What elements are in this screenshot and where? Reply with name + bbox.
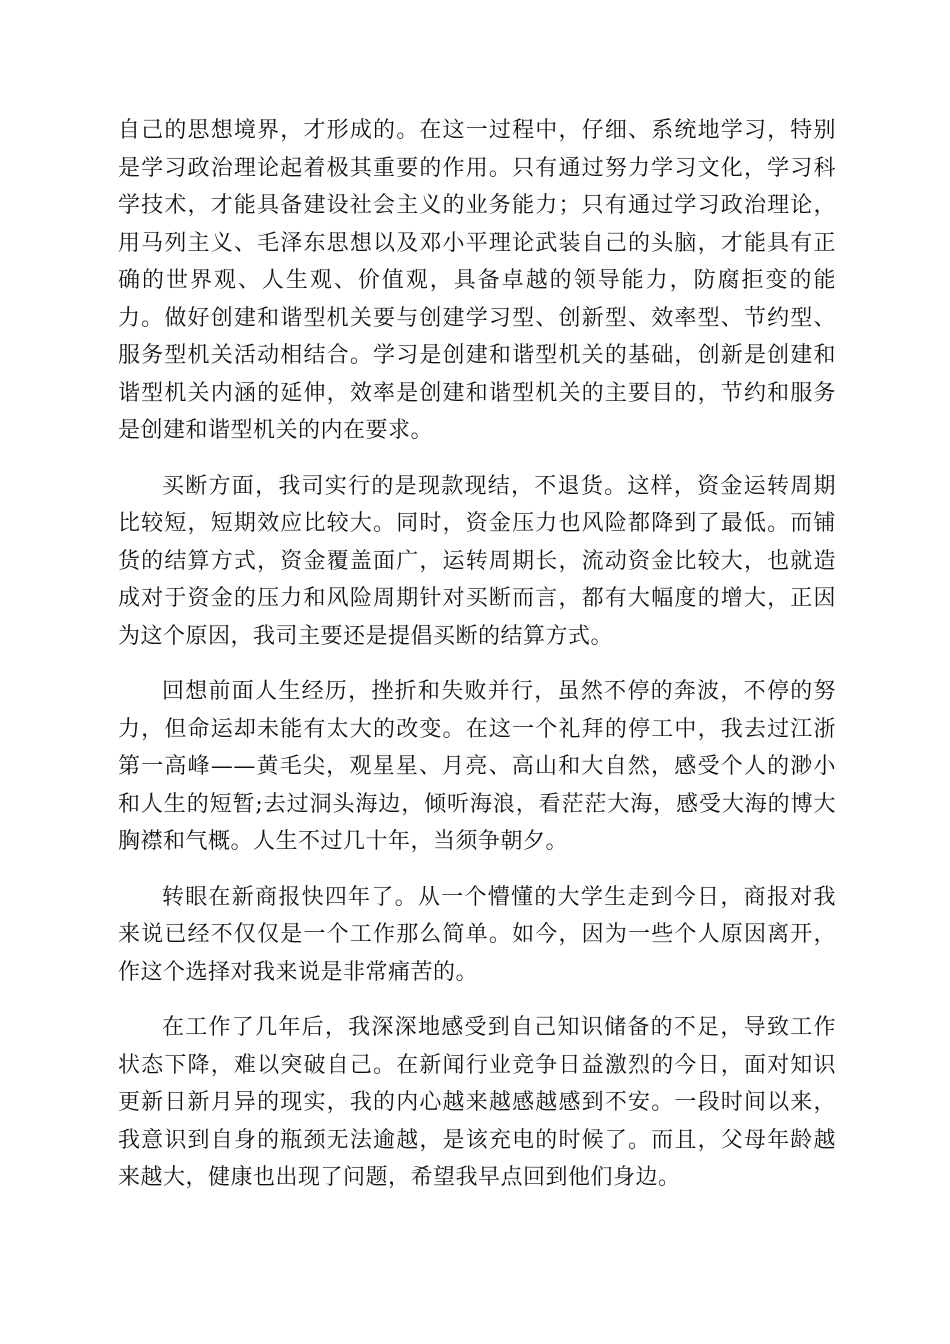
document-page — [118, 112, 836, 1215]
paragraph-4: 转眼在新商报快四年了。从一个懵懂的大学生走到今日，商报对我来说已经不仅仅是一个工作那么简单。如今，因为一些个人原因离开，作这个选择对我来说是非常痛苦的。 — [118, 884, 836, 985]
paragraph-2: 买断方面，我司实行的是现款现结，不退货。这样，资金运转周期比较短，短期效应比较大。同时，资金压力也风险都降到了最低。而铺货的结算方式，资金覆盖面广，运转周期长，流动资金比较大，也就造成对于资金的压力和风险周期针对买断而言，都有大幅度的增大，正因为这个原因，我司主要还是提倡买断的结算方式。 — [118, 473, 836, 649]
paragraph-5: 在工作了几年后，我深深地感受到自己知识储备的不足，导致工作状态下降，难以突破自己。在新闻行业竞争日益激烈的今日，面对知识更新日新月异的现实，我的内心越来越感越感到不安。一段时间以来，我意识到自身的瓶颈无法逾越，是该充电的时候了。而且，父母年龄越来越大，健康也出现了问题，希望我早点回到他们身边。 — [118, 1015, 836, 1190]
paragraph-1: 自己的思想境界，才形成的。在这一过程中，仔细、系统地学习，特别是学习政治理论起着极其重要的作用。只有通过努力学习文化，学习科学技术，才能具备建设社会主义的业务能力；只有通过学习政治理论，用马列主义、毛泽东思想以及邓小平理论武装自己的头脑，才能具有正确的世界观、人生观、价值观，具备卓越的领导能力，防腐拒变的能力。做好创建和谐型机关要与创建学习型、创新型、效率型、节约型、服务型机关活动相结合。学习是创建和谐型机关的基础，创新是创建和谐型机关内涵的延伸，效率是创建和谐型机关的主要目的，节约和服务是创建和谐型机关的内在要求。 — [118, 118, 836, 443]
paragraph-3: 回想前面人生经历，挫折和失败并行，虽然不停的奔波，不停的努力，但命运却未能有太大的改变。在这一个礼拜的停工中，我去过江浙第一高峰——黄毛尖，观星星、月亮、高山和大自然，感受个人的渺小和人生的短暂;去过洞头海边，倾听海浪，看茫茫大海，感受大海的博大胸襟和气概。人生不过几十年，当须争朝夕。 — [118, 679, 836, 854]
